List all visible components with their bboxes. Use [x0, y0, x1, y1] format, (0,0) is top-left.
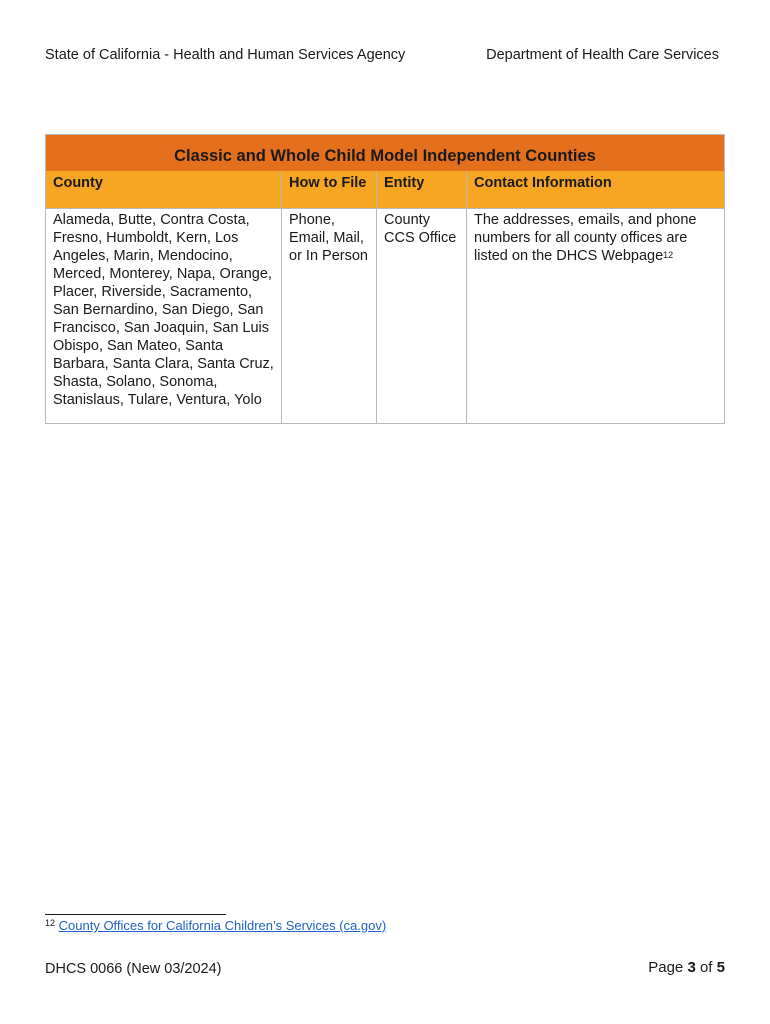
- contact-text: The addresses, emails, and phone numbers for all county offices are listed on the DHCS Webpage: [474, 212, 697, 264]
- cell-county-list: Alameda, Butte, Contra Costa, Fresno, Humboldt, Kern, Los Angeles, Marin, Mendocino, Merced, Monterey, Napa, Orange, Placer, Riverside, Sacramento, San Bernardino, San Diego, San Francisco, San Joaquin, San Luis Obispo, San Mateo, Santa Barbara, Santa Clara, Santa Cruz, Shasta, Solano, Sonoma, Stanislaus, Tulare, Ventura, Yolo: [46, 209, 282, 424]
- header-department: Department of Health Care Services: [486, 47, 719, 63]
- page-number: [648, 959, 725, 976]
- column-header-contact-information: Contact Information: [467, 171, 725, 209]
- county-offices-link[interactable]: County Offices for California Children’s Services (ca.gov): [58, 918, 387, 933]
- table-title: Classic and Whole Child Model Independent Counties: [46, 135, 725, 172]
- footnote-reference[interactable]: 12: [663, 250, 674, 260]
- footnote: [45, 918, 386, 933]
- independent-counties-table: [45, 134, 725, 424]
- page-label: Page: [648, 959, 684, 976]
- page-current: 3: [687, 959, 696, 976]
- form-identifier: DHCS 0066 (New 03/2024): [45, 961, 222, 977]
- header-agency: State of California - Health and Human Services Agency: [45, 47, 406, 63]
- cell-how-to-file: Phone, Email, Mail, or In Person: [282, 209, 377, 424]
- table-header-row: [46, 171, 725, 209]
- column-header-entity: Entity: [377, 171, 467, 209]
- page-total: 5: [716, 959, 725, 976]
- table-row: [46, 209, 725, 424]
- page-of: of: [699, 959, 713, 976]
- footnote-divider: [45, 914, 226, 915]
- cell-contact-information: [467, 209, 725, 424]
- column-header-county: County: [46, 171, 282, 209]
- cell-entity: County CCS Office: [377, 209, 467, 424]
- column-header-how-to-file: How to File: [282, 171, 377, 209]
- footnote-number: 12: [45, 918, 56, 928]
